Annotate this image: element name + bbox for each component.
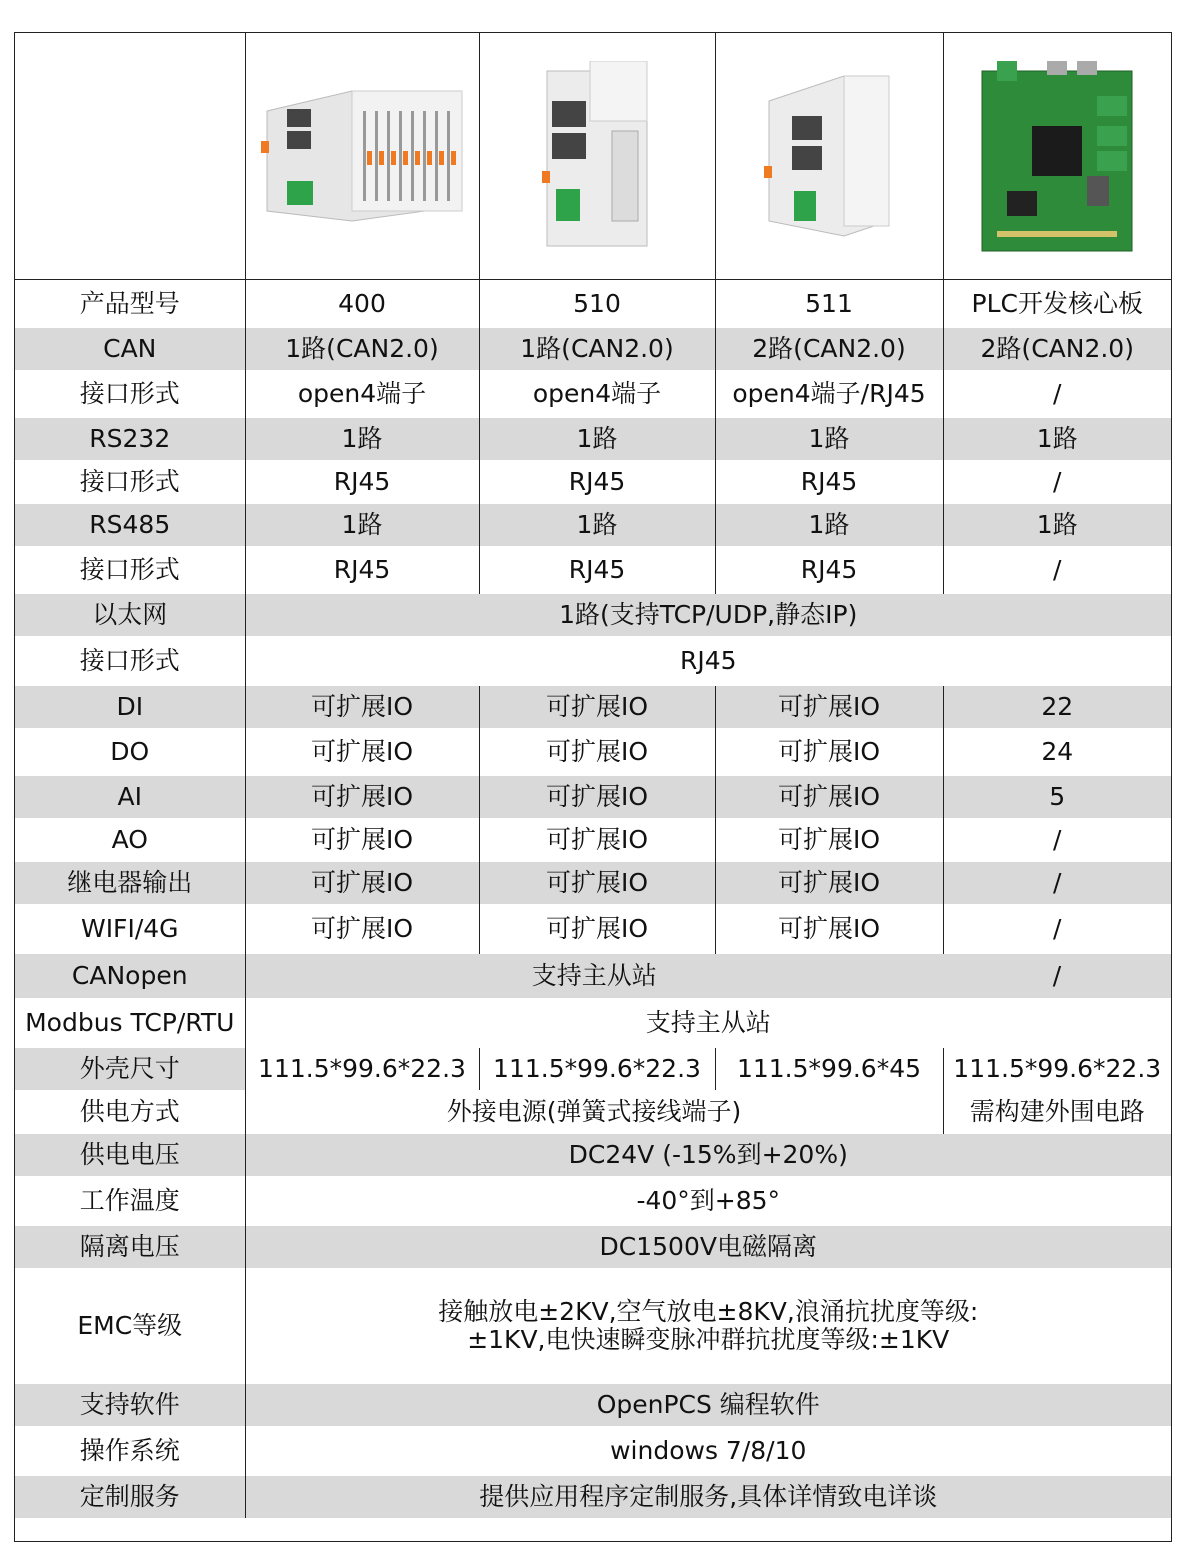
cell-400: 1路 bbox=[245, 418, 479, 460]
row-label: 以太网 bbox=[15, 594, 245, 636]
row-label: 接口形式 bbox=[15, 370, 245, 418]
row-label: 操作系统 bbox=[15, 1426, 245, 1476]
row-power-supply-method bbox=[15, 1090, 1171, 1134]
corner-cell bbox=[15, 33, 245, 280]
cell-511: 可扩展IO bbox=[715, 818, 943, 862]
row-ao bbox=[15, 818, 1171, 862]
cell-all-models: 提供应用程序定制服务,具体详情致电详谈 bbox=[245, 1476, 1171, 1518]
product-image-510 bbox=[479, 33, 715, 280]
cell-core-board: 5 bbox=[943, 776, 1171, 818]
row-operating-system bbox=[15, 1426, 1171, 1476]
cell-all-models: 支持主从站 bbox=[645, 1007, 771, 1037]
cell-modules: 支持主从站 bbox=[245, 954, 943, 998]
row-di bbox=[15, 686, 1171, 728]
row-label: WIFI/4G bbox=[15, 904, 245, 954]
cell-511: 可扩展IO bbox=[715, 686, 943, 728]
cell-511: 111.5*99.6*45 bbox=[715, 1048, 943, 1090]
cell-core-board: 22 bbox=[943, 686, 1171, 728]
cell-400: 1路(CAN2.0) bbox=[245, 328, 479, 370]
cell-core-board: 2路(CAN2.0) bbox=[943, 328, 1171, 370]
cell-510: 可扩展IO bbox=[479, 904, 715, 954]
row-label: 接口形式 bbox=[15, 546, 245, 594]
cell-510: RJ45 bbox=[479, 546, 715, 594]
cell-510: 可扩展IO bbox=[479, 776, 715, 818]
cell-511: 2路(CAN2.0) bbox=[715, 328, 943, 370]
cell-511: open4端子/RJ45 bbox=[715, 370, 943, 418]
din-rail-plc-module-400-image bbox=[257, 81, 467, 231]
row-relay-output bbox=[15, 862, 1171, 904]
cell-400: 1路 bbox=[245, 504, 479, 546]
cell-core-board: 111.5*99.6*22.3 bbox=[943, 1048, 1171, 1090]
product-image-400 bbox=[245, 33, 479, 280]
cell-all-models: 1路(支持TCP/UDP,静态IP) bbox=[245, 594, 1171, 636]
row-label: 产品型号 bbox=[15, 280, 245, 328]
row-wifi-4g bbox=[15, 904, 1171, 954]
row-ethernet-interface bbox=[15, 636, 1171, 686]
row-label: DO bbox=[15, 728, 245, 776]
din-rail-plc-module-511-image bbox=[764, 71, 894, 241]
plc-core-board-pcb-image bbox=[977, 56, 1137, 256]
cell-core-board: 1路 bbox=[943, 504, 1171, 546]
row-rs485 bbox=[15, 504, 1171, 546]
row-isolation-voltage bbox=[15, 1226, 1171, 1268]
cell-400: 可扩展IO bbox=[245, 904, 479, 954]
cell-510: 可扩展IO bbox=[479, 862, 715, 904]
cell-400: 可扩展IO bbox=[245, 686, 479, 728]
cell-all-models bbox=[245, 1268, 1171, 1384]
cell-510: 111.5*99.6*22.3 bbox=[479, 1048, 715, 1090]
row-can-interface bbox=[15, 370, 1171, 418]
cell-core-board: / bbox=[1053, 378, 1062, 408]
cell-all-models: windows 7/8/10 bbox=[610, 1435, 807, 1465]
row-label: 隔离电压 bbox=[15, 1226, 245, 1268]
row-label: RS232 bbox=[15, 418, 245, 460]
row-label: CANopen bbox=[15, 954, 245, 998]
cell-400: 可扩展IO bbox=[245, 818, 479, 862]
cell-510: 1路 bbox=[479, 504, 715, 546]
cell-all-models: -40°到+85° bbox=[636, 1185, 781, 1215]
row-modbus bbox=[15, 998, 1171, 1048]
cell-modules: 外接电源(弹簧式接线端子) bbox=[245, 1090, 943, 1134]
row-label: AI bbox=[15, 776, 245, 818]
cell-400: 可扩展IO bbox=[245, 776, 479, 818]
cell-core-board: / bbox=[1053, 466, 1062, 496]
cell-511: 可扩展IO bbox=[715, 728, 943, 776]
cell-511: RJ45 bbox=[715, 460, 943, 504]
cell-510: 510 bbox=[479, 280, 715, 328]
row-label: Modbus TCP/RTU bbox=[15, 998, 245, 1048]
cell-511: 1路 bbox=[715, 504, 943, 546]
row-label: 工作温度 bbox=[15, 1176, 245, 1226]
row-enclosure-size bbox=[15, 1048, 1171, 1090]
row-label: 供电电压 bbox=[15, 1134, 245, 1176]
cell-400: 可扩展IO bbox=[245, 728, 479, 776]
cell-400: RJ45 bbox=[245, 546, 479, 594]
emc-line-1: 接触放电±2KV,空气放电±8KV,浪涌抗扰度等级: bbox=[438, 1297, 979, 1326]
cell-all-models: DC24V (-15%到+20%) bbox=[245, 1134, 1171, 1176]
row-rs485-interface bbox=[15, 546, 1171, 594]
cell-511: 可扩展IO bbox=[715, 776, 943, 818]
cell-all-models: DC1500V电磁隔离 bbox=[245, 1226, 1171, 1268]
cell-511: 可扩展IO bbox=[715, 904, 943, 954]
cell-core-board: / bbox=[1053, 824, 1062, 854]
row-model bbox=[15, 280, 1171, 328]
cell-400: RJ45 bbox=[245, 460, 479, 504]
spec-table bbox=[15, 33, 1171, 1518]
product-image-511 bbox=[715, 33, 943, 280]
cell-510: 可扩展IO bbox=[479, 686, 715, 728]
cell-core-board: / bbox=[1053, 554, 1062, 584]
row-label: RS485 bbox=[15, 504, 245, 546]
row-ai bbox=[15, 776, 1171, 818]
row-label: CAN bbox=[15, 328, 245, 370]
cell-core-board: / bbox=[943, 862, 1171, 904]
cell-510: RJ45 bbox=[479, 460, 715, 504]
cell-core-board: / bbox=[943, 954, 1171, 998]
emc-line-2: ±1KV,电快速瞬变脉冲群抗扰度等级:±1KV bbox=[467, 1324, 950, 1354]
din-rail-plc-module-510-image bbox=[542, 61, 652, 251]
cell-510: 可扩展IO bbox=[479, 818, 715, 862]
cell-510: 1路(CAN2.0) bbox=[479, 328, 715, 370]
row-supported-software bbox=[15, 1384, 1171, 1426]
cell-510: 可扩展IO bbox=[479, 728, 715, 776]
cell-400: 400 bbox=[245, 280, 479, 328]
row-label: AO bbox=[15, 818, 245, 862]
cell-all-models: OpenPCS 编程软件 bbox=[245, 1384, 1171, 1426]
row-can bbox=[15, 328, 1171, 370]
row-label: EMC等级 bbox=[15, 1268, 245, 1384]
row-custom-service bbox=[15, 1476, 1171, 1518]
cell-511: 1路 bbox=[715, 418, 943, 460]
row-label: 定制服务 bbox=[15, 1476, 245, 1518]
cell-400: open4端子 bbox=[245, 370, 479, 418]
row-do bbox=[15, 728, 1171, 776]
row-label: 继电器输出 bbox=[15, 862, 245, 904]
cell-core-board: / bbox=[1053, 913, 1062, 943]
row-label: 接口形式 bbox=[15, 636, 245, 686]
row-label: DI bbox=[15, 686, 245, 728]
row-ethernet bbox=[15, 594, 1171, 636]
cell-400: 111.5*99.6*22.3 bbox=[245, 1048, 479, 1090]
row-label: 供电方式 bbox=[15, 1090, 245, 1134]
product-image-row bbox=[15, 33, 1171, 280]
row-label: 支持软件 bbox=[15, 1384, 245, 1426]
cell-400: 可扩展IO bbox=[245, 862, 479, 904]
cell-510: 1路 bbox=[479, 418, 715, 460]
row-canopen bbox=[15, 954, 1171, 998]
product-image-core-board bbox=[943, 33, 1171, 280]
row-supply-voltage bbox=[15, 1134, 1171, 1176]
cell-510: open4端子 bbox=[479, 370, 715, 418]
cell-core-board: 24 bbox=[1041, 736, 1074, 766]
cell-511: RJ45 bbox=[715, 546, 943, 594]
cell-core-board: PLC开发核心板 bbox=[971, 289, 1143, 318]
row-rs232-interface bbox=[15, 460, 1171, 504]
row-label: 接口形式 bbox=[15, 460, 245, 504]
cell-core-board: 1路 bbox=[943, 418, 1171, 460]
cell-511: 可扩展IO bbox=[715, 862, 943, 904]
cell-all-models: RJ45 bbox=[679, 645, 737, 675]
row-rs232 bbox=[15, 418, 1171, 460]
cell-511: 511 bbox=[715, 280, 943, 328]
cell-core-board: 需构建外围电路 bbox=[969, 1096, 1145, 1126]
row-label: 外壳尺寸 bbox=[15, 1048, 245, 1090]
row-emc-level bbox=[15, 1268, 1171, 1384]
row-operating-temperature bbox=[15, 1176, 1171, 1226]
